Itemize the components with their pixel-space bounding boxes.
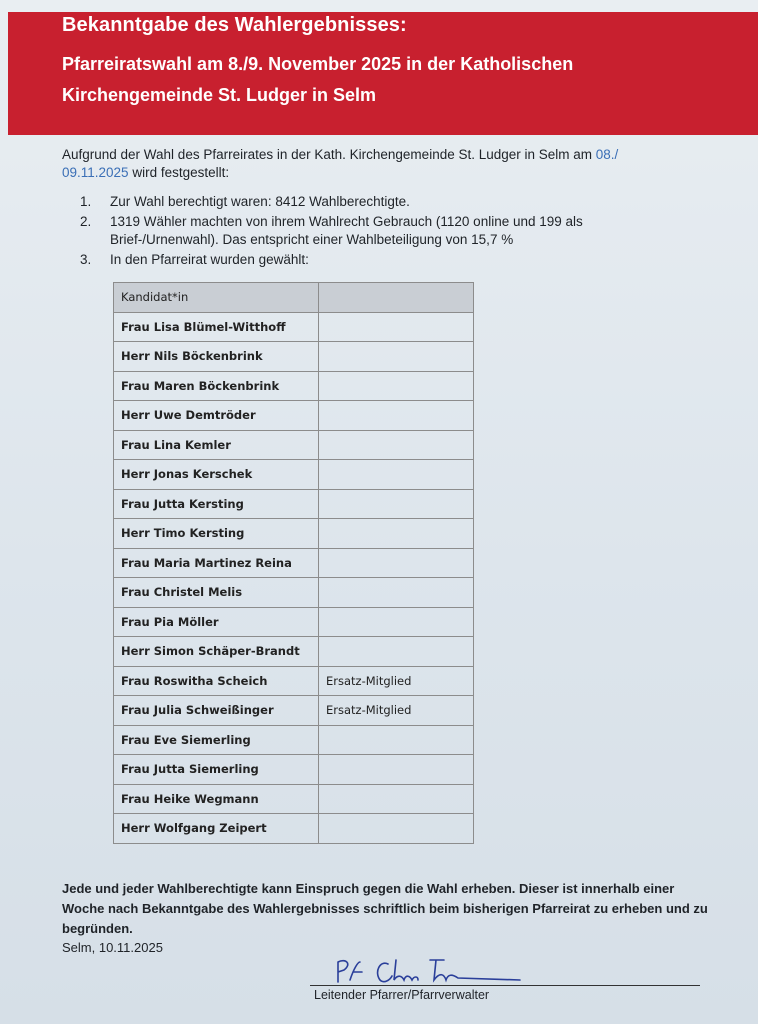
- intro-text-end: wird festgestellt:: [128, 165, 230, 180]
- elected-intro-text: In den Pfarreirat wurden gewählt:: [110, 252, 309, 267]
- candidate-note-cell: [319, 784, 474, 814]
- election-date-part2: 09.11.2025: [62, 165, 129, 180]
- candidate-name-cell: Frau Eve Siemerling: [114, 725, 319, 755]
- election-date-part1: 08./: [595, 147, 619, 162]
- candidate-note-cell: [319, 548, 474, 578]
- candidate-note-cell: [319, 430, 474, 460]
- table-row: [114, 784, 474, 814]
- table-row: [114, 755, 474, 785]
- candidate-name-cell: Frau Roswitha Scheich: [114, 666, 319, 696]
- candidate-name-cell: Herr Nils Böckenbrink: [114, 342, 319, 372]
- objection-notice: Jede und jeder Wahlberechtigte kann Einspruch gegen die Wahl erheben. Dieser ist innerhalb einer Woche nach Bekanntgabe des Wahlergebnisses schriftlich beim bisherigen Pfarreirat zu erheben und zu begründen.: [62, 881, 708, 936]
- header-cell-candidate: Kandidat*in: [114, 283, 319, 313]
- list-item: [80, 213, 680, 249]
- table-row: [114, 607, 474, 637]
- candidate-note-cell: [319, 814, 474, 844]
- turnout-text: 1319 Wähler machten von ihrem Wahlrecht Gebrauch (1120 online und 199 als Brief-/Urnenwahl). Das entspricht einer Wahlbeteiligung von 15,7 %: [110, 214, 583, 247]
- table-row: [114, 666, 474, 696]
- table-row: [114, 725, 474, 755]
- candidate-note-cell: [319, 755, 474, 785]
- candidate-name-cell: Frau Pia Möller: [114, 607, 319, 637]
- candidate-note-cell: [319, 637, 474, 667]
- header-cell-note: [319, 283, 474, 313]
- intro-paragraph: [62, 146, 672, 182]
- candidates-table: [113, 282, 474, 844]
- table-row: [114, 578, 474, 608]
- candidate-note-cell: [319, 371, 474, 401]
- candidate-note-cell: [319, 342, 474, 372]
- table-row: [114, 371, 474, 401]
- candidate-note-cell: [319, 312, 474, 342]
- candidate-note-cell: [319, 460, 474, 490]
- subtitle-line-1: Pfarreiratswahl am 8./9. November 2025 in der Katholischen: [62, 54, 574, 74]
- table-row: [114, 312, 474, 342]
- table-header-row: [114, 283, 474, 313]
- candidate-name-cell: Frau Maren Böckenbrink: [114, 371, 319, 401]
- table-row: [114, 401, 474, 431]
- table-row: [114, 430, 474, 460]
- table-row: [114, 548, 474, 578]
- candidate-note-cell: [319, 519, 474, 549]
- header-banner: [8, 12, 758, 135]
- candidate-name-cell: Frau Heike Wegmann: [114, 784, 319, 814]
- table-row: [114, 519, 474, 549]
- list-item: [80, 193, 680, 211]
- candidate-name-cell: Frau Christel Melis: [114, 578, 319, 608]
- candidate-name-cell: Frau Julia Schweißinger: [114, 696, 319, 726]
- place-date: Selm, 10.11.2025: [62, 940, 163, 955]
- table-row: [114, 489, 474, 519]
- document-title: Bekanntgabe des Wahlergebnisses:: [62, 14, 407, 36]
- candidate-name-cell: Frau Lisa Blümel-Witthoff: [114, 312, 319, 342]
- candidate-name-cell: Herr Jonas Kerschek: [114, 460, 319, 490]
- candidate-name-cell: Frau Jutta Kersting: [114, 489, 319, 519]
- candidate-note-cell: [319, 578, 474, 608]
- intro-text: Aufgrund der Wahl des Pfarreirates in der Kath. Kirchengemeinde St. Ludger in Selm am: [62, 147, 596, 162]
- candidate-note-cell: Ersatz-Mitglied: [319, 696, 474, 726]
- results-list: [80, 193, 680, 271]
- document-subtitle: [62, 49, 742, 111]
- candidate-name-cell: Herr Simon Schäper-Brandt: [114, 637, 319, 667]
- candidate-note-cell: [319, 607, 474, 637]
- list-number: 3.: [80, 252, 92, 267]
- candidate-name-cell: Herr Uwe Demtröder: [114, 401, 319, 431]
- candidate-note-cell: [319, 489, 474, 519]
- table-row: [114, 814, 474, 844]
- subtitle-line-2: Kirchengemeinde St. Ludger in Selm: [62, 85, 377, 105]
- candidate-note-cell: [319, 725, 474, 755]
- list-number: 1.: [80, 194, 92, 209]
- candidate-note-cell: [319, 401, 474, 431]
- eligible-voters-text: Zur Wahl berechtigt waren: 8412 Wahlberechtigte.: [110, 194, 410, 209]
- table-row: [114, 342, 474, 372]
- list-number: 2.: [80, 214, 92, 229]
- candidate-name-cell: Frau Jutta Siemerling: [114, 755, 319, 785]
- candidate-name-cell: Herr Wolfgang Zeipert: [114, 814, 319, 844]
- table-row: [114, 460, 474, 490]
- list-item: [80, 251, 680, 269]
- candidate-name-cell: Frau Lina Kemler: [114, 430, 319, 460]
- table-row: [114, 637, 474, 667]
- candidate-note-cell: Ersatz-Mitglied: [319, 666, 474, 696]
- signature-role: Leitender Pfarrer/Pfarrverwalter: [314, 988, 490, 1002]
- signature-line: [310, 985, 700, 986]
- candidate-name-cell: Herr Timo Kersting: [114, 519, 319, 549]
- candidate-name-cell: Frau Maria Martinez Reina: [114, 548, 319, 578]
- table-row: [114, 696, 474, 726]
- handwritten-signature: [310, 950, 700, 990]
